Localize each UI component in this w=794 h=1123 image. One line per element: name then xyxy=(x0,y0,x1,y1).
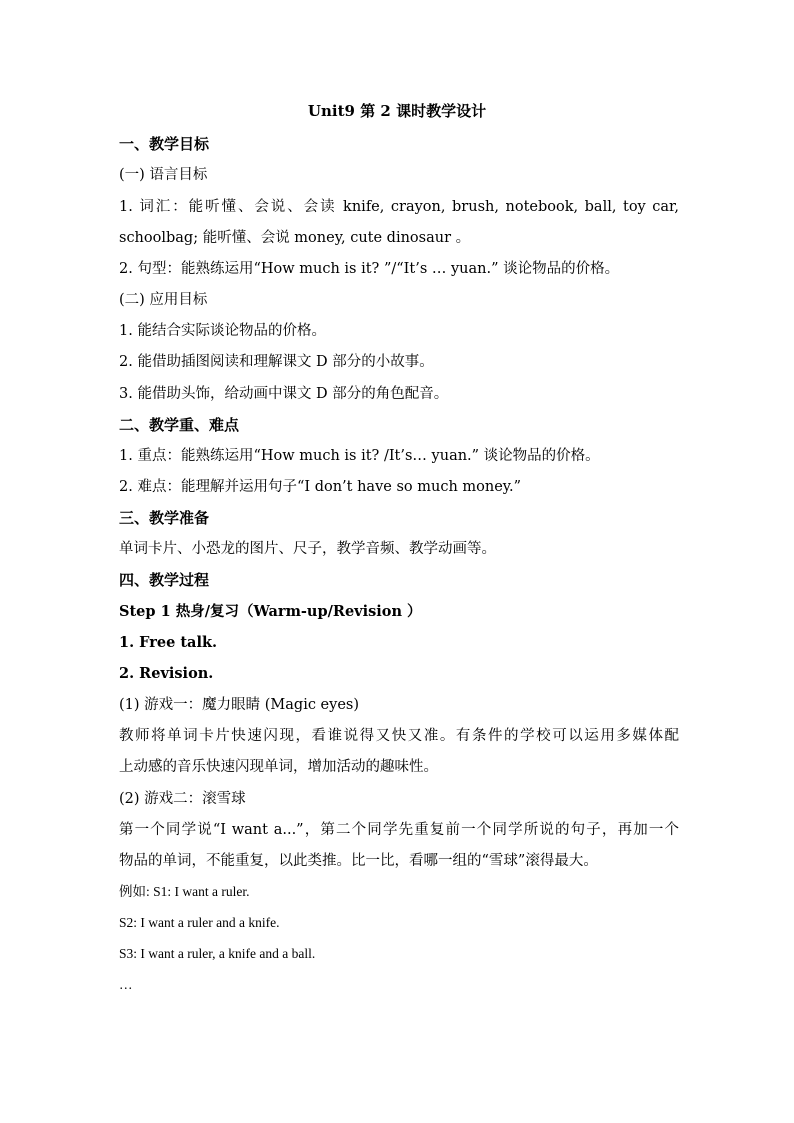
game-1-description-line-1: 教师将单词卡片快速闪现，看谁说得又快又准。有条件的学校可以运用多媒体配 xyxy=(119,728,679,744)
example-line-1: 例如: S1: I want a ruler. xyxy=(119,884,250,899)
application-objective-1: 1. 能结合实际谈论物品的价格。 xyxy=(119,323,326,339)
game-1-description-line-2: 上动感的音乐快速闪现单词，增加活动的趣味性。 xyxy=(119,759,438,775)
free-talk-item: 1. Free talk. xyxy=(119,634,218,651)
preparation-text: 单词卡片、小恐龙的图片、尺子，教学音频、教学动画等。 xyxy=(119,541,496,557)
sentence-pattern-objective: 2. 句型：能熟练运用“How much is it? ”/“It’s … yuan.” 谈论物品的价格。 xyxy=(119,261,620,277)
example-line-2: S2: I want a ruler and a knife. xyxy=(119,915,280,930)
section-heading-teaching-objectives: 一、教学目标 xyxy=(119,135,210,153)
section-heading-key-points: 二、教学重、难点 xyxy=(119,416,240,434)
section-heading-preparation: 三、教学准备 xyxy=(119,509,210,527)
game-2-title: (2) 游戏二：滚雪球 xyxy=(119,791,246,807)
game-2-description-line-1: 第一个同学说“I want a...”，第二个同学先重复前一个同学所说的句子，再加一个 xyxy=(119,822,679,838)
section-heading-teaching-process: 四、教学过程 xyxy=(119,571,210,589)
revision-item: 2. Revision. xyxy=(119,665,214,682)
key-point: 1. 重点：能熟练运用“How much is it? /It’s… yuan.” 谈论物品的价格。 xyxy=(119,448,600,464)
example-ellipsis: … xyxy=(119,977,133,992)
vocabulary-objective-line-1: 1. 词汇：能听懂、会说、会读 knife, crayon, brush, notebook, ball, toy car, xyxy=(119,199,679,215)
subheading-application-objectives: (二) 应用目标 xyxy=(119,292,208,308)
game-2-description-line-2: 物品的单词，不能重复，以此类推。比一比，看哪一组的“雪球”滚得最大。 xyxy=(119,853,598,869)
game-1-title: (1) 游戏一：魔力眼睛 (Magic eyes) xyxy=(119,697,360,713)
subheading-language-objectives: (一) 语言目标 xyxy=(119,167,208,183)
application-objective-3: 3. 能借助头饰，给动画中课文 D 部分的角色配音。 xyxy=(119,386,449,402)
document-title: Unit9 第 2 课时教学设计 xyxy=(307,102,487,120)
step-1-heading: Step 1 热身/复习（Warm-up/Revision ） xyxy=(119,603,422,620)
vocabulary-objective-line-2: schoolbag; 能听懂、会说 money, cute dinosaur 。 xyxy=(119,230,471,246)
example-line-3: S3: I want a ruler, a knife and a ball. xyxy=(119,946,316,961)
application-objective-2: 2. 能借助插图阅读和理解课文 D 部分的小故事。 xyxy=(119,354,434,370)
difficult-point: 2. 难点：能理解并运用句子“I don’t have so much money.” xyxy=(119,479,522,495)
